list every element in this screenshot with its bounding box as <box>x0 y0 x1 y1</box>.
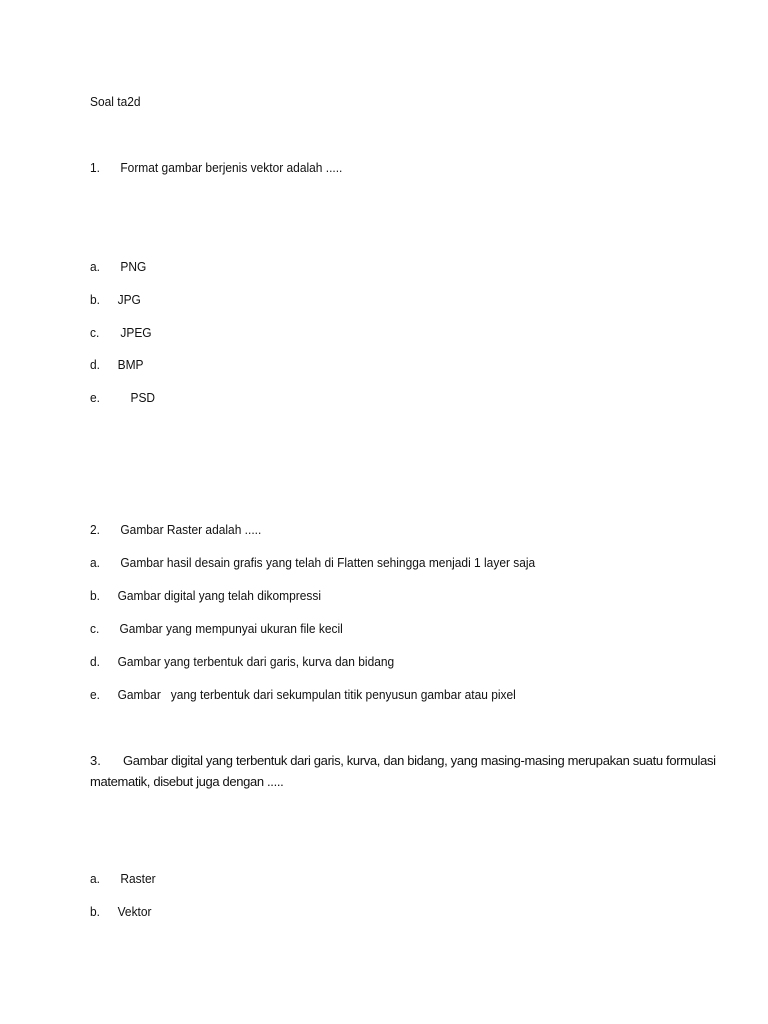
question-text: Gambar Raster adalah ..... <box>120 522 262 537</box>
option-2e <box>90 686 516 704</box>
option-text: Gambar yang mempunyai ukuran file kecil <box>119 621 343 636</box>
option-1a <box>90 258 146 276</box>
option-3b <box>90 903 152 921</box>
option-2b <box>90 587 321 605</box>
option-text: Vektor <box>117 904 152 919</box>
option-marker: b. <box>90 904 100 919</box>
option-marker: e. <box>90 687 100 702</box>
option-marker: a. <box>90 871 100 886</box>
option-text: PSD <box>130 390 156 405</box>
option-marker: d. <box>90 357 100 372</box>
option-text: PNG <box>120 259 147 274</box>
option-text: Gambar yang terbentuk dari garis, kurva dan bidang <box>117 654 395 669</box>
option-text: JPG <box>117 292 141 307</box>
question-number: 3. <box>90 753 101 768</box>
option-marker: b. <box>90 292 100 307</box>
option-text: Gambar hasil desain grafis yang telah di Flatten sehingga menjadi 1 layer saja <box>120 555 536 570</box>
option-marker: a. <box>90 259 100 274</box>
option-text: BMP <box>117 357 144 372</box>
option-2a <box>90 554 535 572</box>
option-1c <box>90 324 152 342</box>
option-marker: e. <box>90 390 100 405</box>
question-2 <box>90 521 261 539</box>
document-title-text: Soal ta2d <box>90 94 141 109</box>
option-text: JPEG <box>120 325 152 340</box>
question-number: 2. <box>90 522 100 537</box>
question-1 <box>90 159 342 177</box>
option-text: Raster <box>120 871 156 886</box>
question-number: 1. <box>90 160 100 175</box>
option-2d <box>90 653 394 671</box>
option-1d <box>90 356 144 374</box>
question-text: Format gambar berjenis vektor adalah ..... <box>120 160 343 175</box>
option-marker: b. <box>90 588 100 603</box>
option-2c <box>90 620 343 638</box>
option-marker: d. <box>90 654 100 669</box>
option-marker: c. <box>90 621 100 636</box>
option-text: Gambar digital yang telah dikompressi <box>117 588 322 603</box>
option-3a <box>90 870 156 888</box>
option-text: Gambar yang terbentuk dari sekumpulan titik penyusun gambar atau pixel <box>117 687 516 702</box>
document-title <box>90 93 141 111</box>
option-marker: a. <box>90 555 100 570</box>
option-1e <box>90 389 155 407</box>
option-1b <box>90 291 141 309</box>
question-text: Gambar digital yang terbentuk dari garis, kurva, dan bidang, yang masing-masing merupakan suatu formulasi matematik, disebut juga dengan ..... <box>90 753 716 789</box>
question-3 <box>90 750 745 792</box>
option-marker: c. <box>90 325 100 340</box>
